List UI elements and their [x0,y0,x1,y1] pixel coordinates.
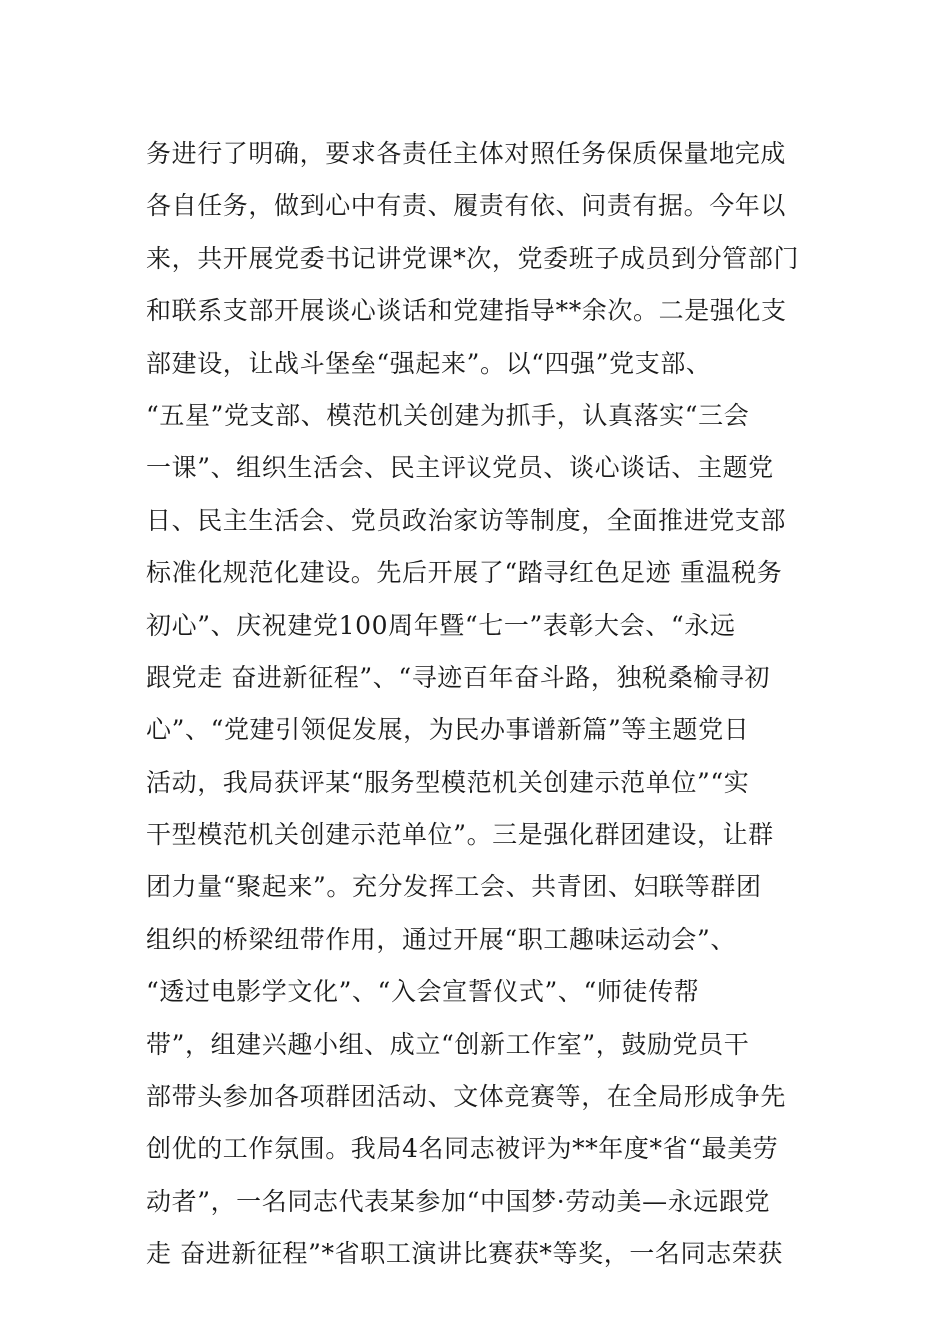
body-paragraph [146,128,826,1281]
text-line-2: 各自任务，做到心中有责、履责有依、问责有据。今年以 [146,191,787,221]
text-line-7: 一课”、组织生活会、民主评议党员、谈心谈话、主题党 [146,453,774,483]
text-line-20: 创优的工作氛围。我局4名同志被评为**年度*省“最美劳 [146,1134,779,1164]
text-line-10: 初心”、庆祝建党100周年暨“七一”表彰大会、“永远 [146,610,736,640]
text-line-6: “五星”党支部、模范机关创建为抓手，认真落实“三会 [146,400,750,430]
text-line-1: 务进行了明确，要求各责任主体对照任务保质保量地完成 [146,139,787,168]
text-line-4: 和联系支部开展谈心谈话和党建指导**余次。二是强化支 [146,296,787,326]
text-line-15: 团力量“聚起来”。充分发挥工会、共青团、妇联等群团 [146,872,762,902]
text-line-3: 来，共开展党委书记讲党课*次，党委班子成员到分管部门 [146,243,800,273]
text-line-11: 跟党走 奋进新征程”、“寻迹百年奋斗路，独税桑榆寻初 [146,662,771,692]
text-line-21: 动者”，一名同志代表某参加“中国梦·劳动美—永远跟党 [146,1186,771,1216]
text-line-5: 部建设，让战斗堡垒“强起来”。以“四强”党支部、 [146,348,712,378]
text-line-14: 干型模范机关创建示范单位”。三是强化群团建设，让群 [146,820,774,850]
text-line-13: 活动，我局获评某“服务型模范机关创建示范单位”“实 [146,767,750,797]
text-line-22: 走 奋进新征程”*省职工演讲比赛获*等奖，一名同志荣获 [146,1239,783,1269]
text-line-18: 带”，组建兴趣小组、成立“创新工作室”，鼓励党员干 [146,1029,750,1059]
text-line-9: 标准化规范化建设。先后开展了“踏寻红色足迹 重温税务 [146,558,783,588]
text-line-17: “透过电影学文化”、“入会宣誓仪式”、“师徒传帮 [146,977,700,1007]
text-line-19: 部带头参加各项群团活动、文体竞赛等，在全局形成争先 [146,1082,787,1112]
text-line-16: 组织的桥梁纽带作用，通过开展“职工趣味运动会”、 [146,924,736,954]
text-line-12: 心”、“党建引领促发展，为民办事谱新篇”等主题党日 [146,715,750,745]
text-line-8: 日、民主生活会、党员政治家访等制度，全面推进党支部 [146,505,787,535]
